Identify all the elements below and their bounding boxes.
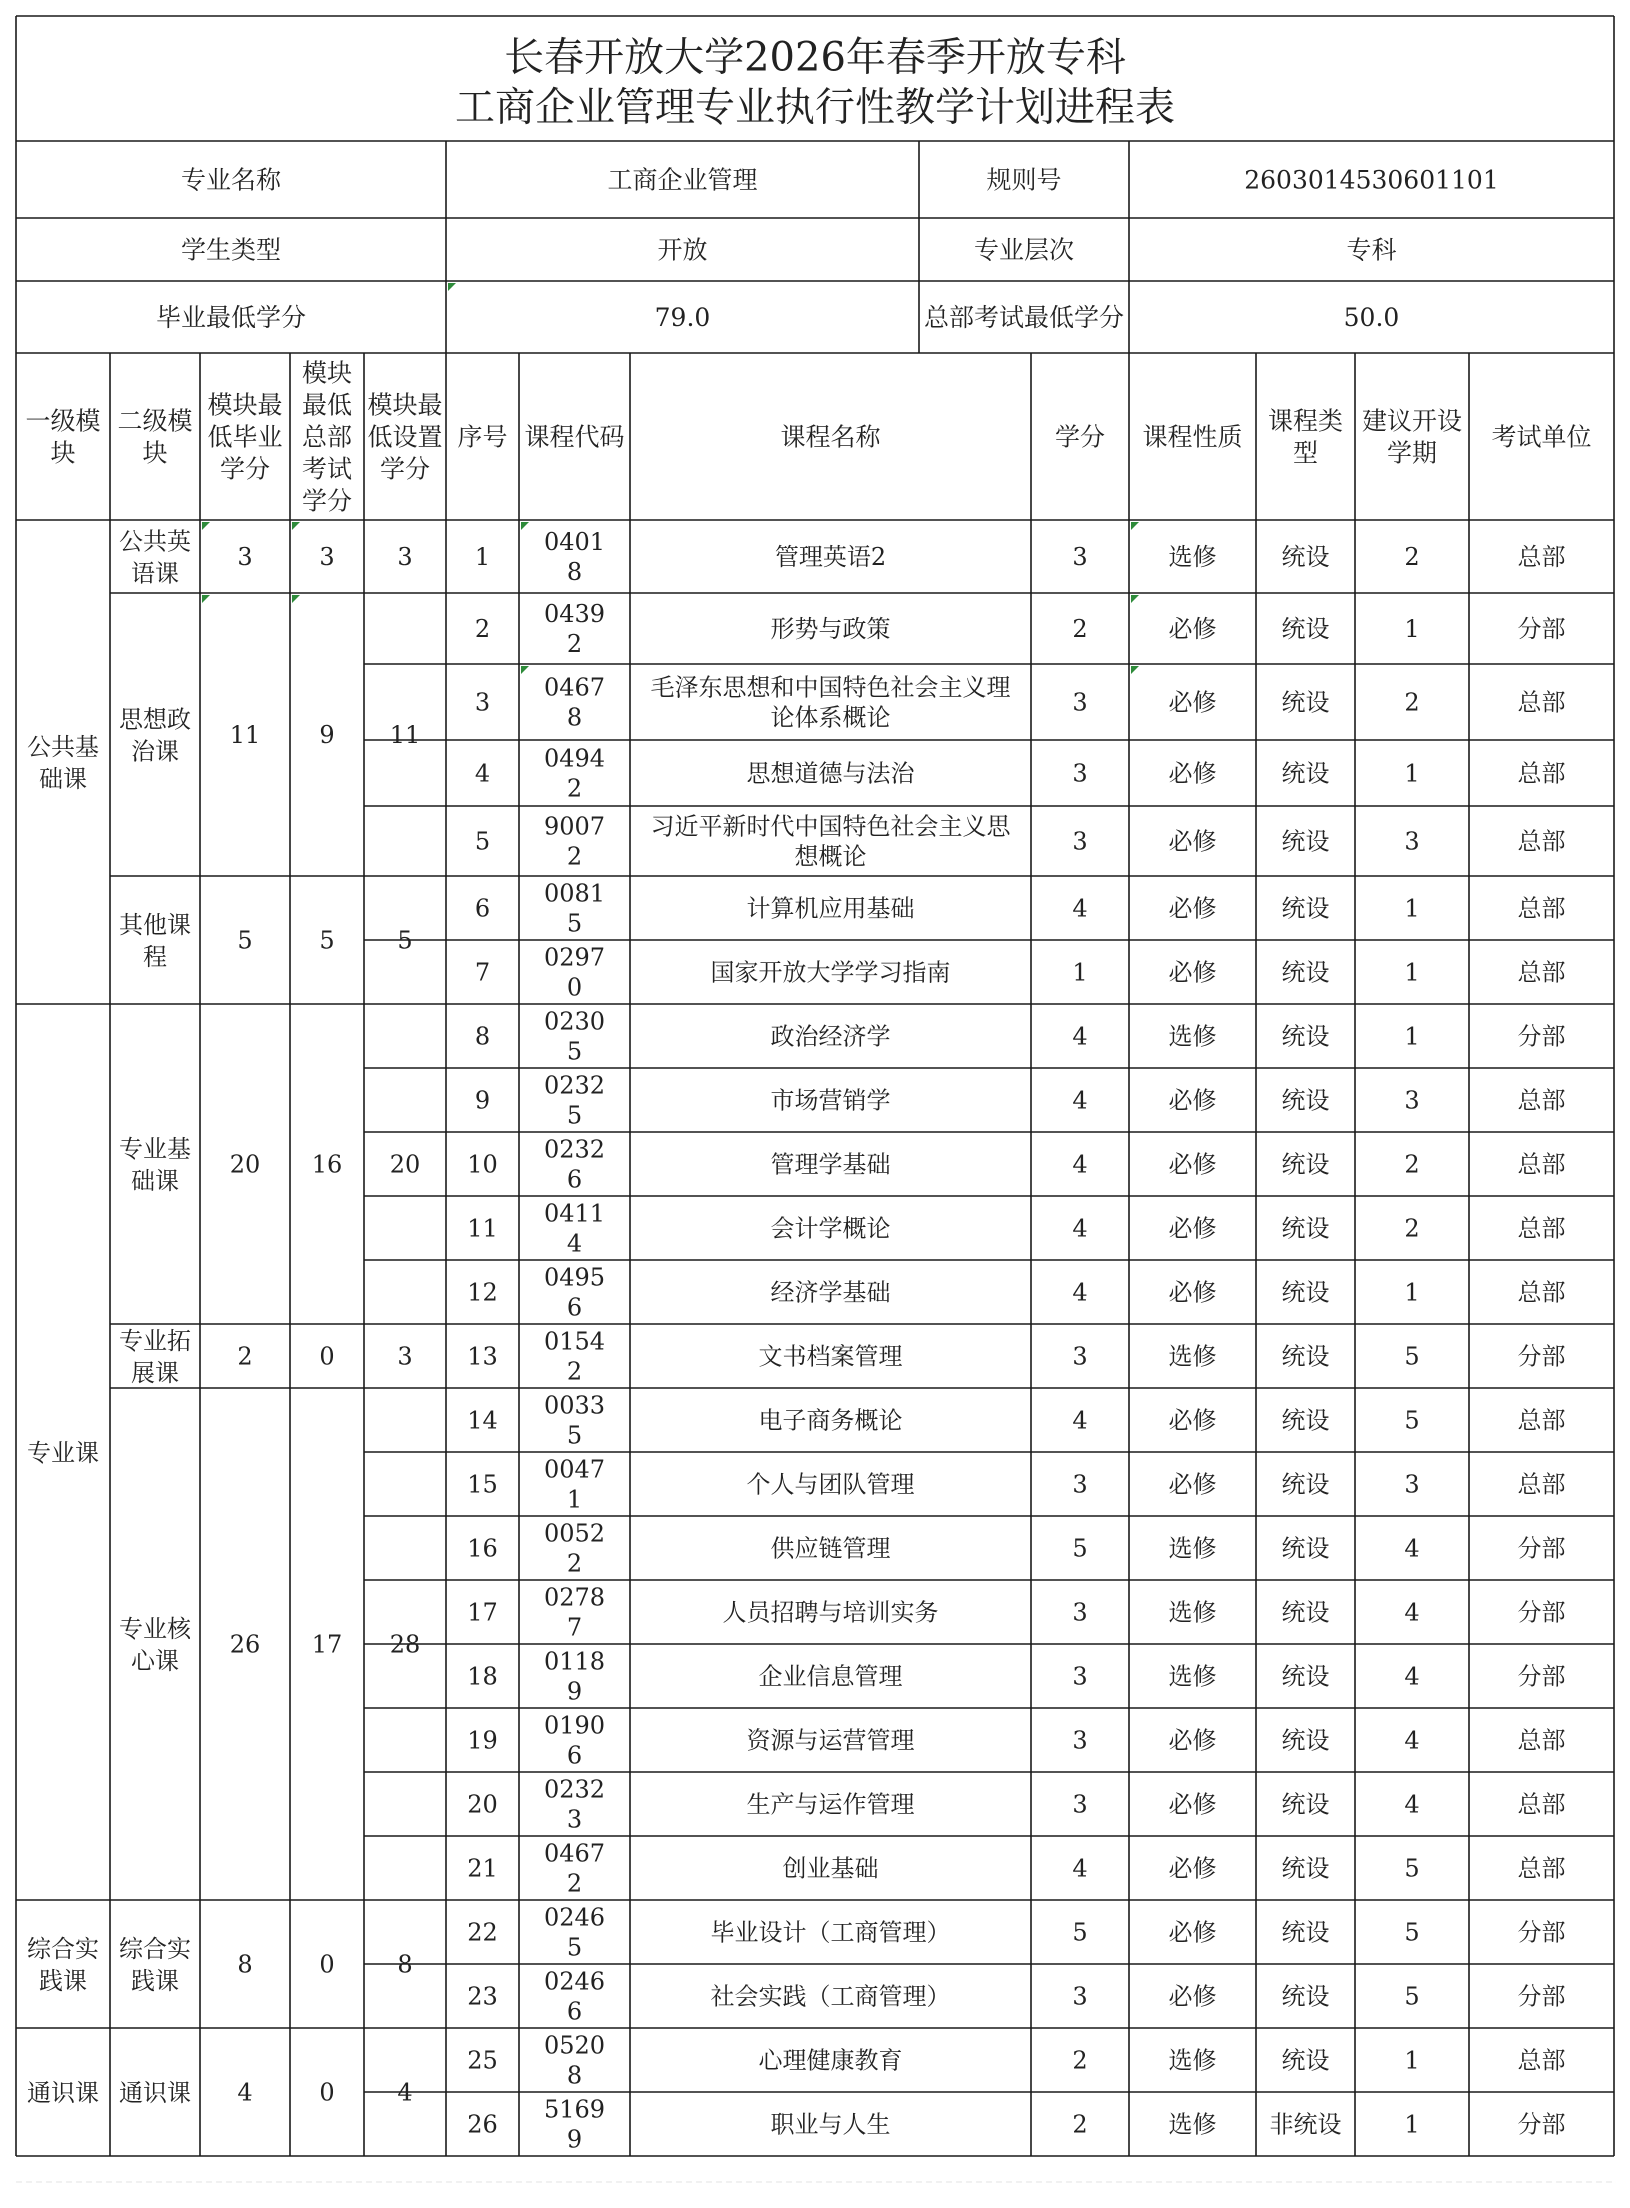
course-seq: 1 — [474, 543, 491, 572]
module-min-grad-credit: 3 — [237, 543, 253, 572]
course-seq: 3 — [474, 688, 491, 717]
level1-module-4: 通识课 — [27, 2079, 99, 2107]
course-exam: 分部 — [1517, 1982, 1566, 2011]
hq-min-value: 50.0 — [1343, 303, 1400, 332]
course-type: 统设 — [1281, 615, 1330, 644]
course-code: 0467 8 — [543, 673, 606, 732]
major-value: 工商企业管理 — [607, 165, 758, 195]
level2-module-1: 公共英语课 — [119, 527, 191, 588]
level1-module-1: 公共基础课 — [27, 733, 99, 793]
course-type: 统设 — [1281, 1214, 1330, 1243]
course-credit: 5 — [1072, 1918, 1088, 1947]
level2-module-2: 思想政治课 — [119, 705, 191, 766]
course-term: 2 — [1404, 1150, 1420, 1179]
course-code: 0439 2 — [543, 600, 606, 659]
module-min-set-credit: 5 — [397, 926, 413, 955]
comment-marker — [521, 522, 529, 530]
course-name: 供应链管理 — [770, 1534, 891, 1563]
module-min-grad-credit: 20 — [229, 1150, 261, 1179]
course-code: 0401 8 — [543, 528, 606, 587]
course-exam: 总部 — [1517, 2046, 1566, 2075]
header-mod-min-grad: 模块最低毕业学分 — [207, 390, 283, 484]
course-exam: 分部 — [1517, 1662, 1566, 1691]
header-credit: 学分 — [1054, 422, 1106, 452]
course-type: 统设 — [1281, 1534, 1330, 1563]
level2-module-6: 专业核心课 — [119, 1615, 191, 1675]
comment-marker — [521, 666, 529, 674]
course-term: 1 — [1404, 759, 1420, 788]
course-seq: 13 — [467, 1342, 498, 1371]
level1-module-2: 专业课 — [27, 1439, 99, 1467]
comment-marker — [1131, 522, 1139, 530]
course-code: 0495 6 — [543, 1263, 606, 1322]
course-credit: 3 — [1072, 759, 1088, 788]
header-seq: 序号 — [457, 422, 508, 452]
course-type: 统设 — [1281, 1342, 1330, 1371]
course-code: 0118 9 — [543, 1647, 606, 1706]
course-exam: 总部 — [1517, 759, 1566, 788]
module-min-grad-credit: 8 — [237, 1950, 253, 1979]
course-exam: 总部 — [1517, 1406, 1566, 1435]
course-seq: 5 — [474, 827, 491, 856]
course-name: 形势与政策 — [770, 615, 891, 644]
course-type: 统设 — [1281, 1662, 1330, 1691]
course-name: 创业基础 — [782, 1854, 879, 1883]
course-seq: 17 — [467, 1598, 498, 1627]
course-seq: 16 — [467, 1534, 498, 1563]
course-nature: 选修 — [1168, 1534, 1217, 1563]
course-credit: 3 — [1072, 1790, 1088, 1819]
course-nature: 必修 — [1168, 1790, 1217, 1819]
course-name: 管理学基础 — [770, 1150, 891, 1179]
course-name: 习近平新时代中国特色社会主义思想概论 — [650, 812, 1011, 871]
course-code: 0411 4 — [543, 1199, 606, 1258]
course-code: 0232 3 — [543, 1775, 606, 1834]
student-type-label: 学生类型 — [180, 235, 282, 265]
course-name: 政治经济学 — [770, 1022, 891, 1051]
course-term: 5 — [1404, 1406, 1420, 1435]
course-credit: 2 — [1072, 615, 1088, 644]
level2-module-7: 综合实践课 — [119, 1935, 191, 1995]
header-module2: 二级模块 — [117, 406, 193, 468]
min-credit-value: 79.0 — [654, 303, 711, 332]
course-term: 3 — [1404, 1086, 1420, 1115]
header-term: 建议开设学期 — [1361, 406, 1463, 468]
course-exam: 总部 — [1517, 1214, 1566, 1243]
course-type: 统设 — [1281, 1406, 1330, 1435]
course-name: 经济学基础 — [770, 1278, 891, 1307]
course-seq: 12 — [467, 1278, 498, 1307]
course-nature: 必修 — [1168, 1086, 1217, 1115]
course-nature: 选修 — [1168, 1022, 1217, 1051]
module-min-grad-credit: 5 — [237, 926, 253, 955]
level2-module-5: 专业拓展课 — [119, 1327, 191, 1387]
course-code: 0081 5 — [543, 879, 606, 938]
hq-min-label: 总部考试最低学分 — [923, 303, 1125, 332]
course-seq: 23 — [467, 1982, 498, 2011]
course-seq: 26 — [467, 2110, 498, 2139]
comment-marker — [448, 283, 456, 291]
course-type: 统设 — [1281, 759, 1330, 788]
course-term: 5 — [1404, 1854, 1420, 1883]
course-seq: 4 — [474, 759, 491, 788]
header-mod-min-set: 模块最低设置学分 — [367, 390, 443, 484]
course-credit: 5 — [1072, 1534, 1088, 1563]
course-nature: 选修 — [1168, 1662, 1217, 1691]
comment-marker — [292, 595, 300, 603]
module-min-hq-credit: 0 — [319, 1342, 335, 1371]
course-nature: 必修 — [1168, 1854, 1217, 1883]
course-exam: 总部 — [1517, 1470, 1566, 1499]
course-seq: 25 — [467, 2046, 498, 2075]
course-code: 0052 2 — [543, 1519, 606, 1578]
course-type: 非统设 — [1269, 2110, 1342, 2139]
course-term: 1 — [1404, 2046, 1420, 2075]
course-credit: 4 — [1072, 1150, 1088, 1179]
course-name: 人员招聘与培训实务 — [722, 1598, 939, 1627]
course-credit: 4 — [1072, 1854, 1088, 1883]
module-min-grad-credit: 2 — [237, 1342, 253, 1371]
course-name: 毕业设计（工商管理） — [710, 1918, 951, 1947]
course-credit: 4 — [1072, 1406, 1088, 1435]
course-nature: 选修 — [1168, 2110, 1217, 2139]
course-credit: 3 — [1072, 1470, 1088, 1499]
comment-marker — [202, 522, 210, 530]
course-exam: 分部 — [1517, 1918, 1566, 1947]
level2-module-3: 其他课程 — [119, 911, 191, 971]
course-type: 统设 — [1281, 1790, 1330, 1819]
module-min-set-credit: 28 — [389, 1630, 421, 1659]
page-title-line2: 工商企业管理专业执行性教学计划进程表 — [455, 84, 1175, 131]
course-exam: 总部 — [1517, 688, 1566, 717]
header-mod-min-hq: 模块最低总部考试学分 — [301, 358, 353, 516]
course-name: 计算机应用基础 — [746, 894, 915, 923]
course-type: 统设 — [1281, 1022, 1330, 1051]
course-term: 1 — [1404, 2110, 1420, 2139]
module-min-set-credit: 3 — [397, 1342, 413, 1371]
course-term: 1 — [1404, 615, 1420, 644]
module-min-grad-credit: 11 — [229, 721, 261, 750]
level2-module-4: 专业基础课 — [119, 1135, 191, 1195]
course-exam: 总部 — [1517, 1278, 1566, 1307]
course-code: 9007 2 — [543, 812, 606, 871]
course-exam: 分部 — [1517, 615, 1566, 644]
course-seq: 14 — [467, 1406, 498, 1435]
course-nature: 必修 — [1168, 1982, 1217, 2011]
course-type: 统设 — [1281, 543, 1330, 572]
course-nature: 必修 — [1168, 1214, 1217, 1243]
course-exam: 总部 — [1517, 958, 1566, 987]
course-exam: 总部 — [1517, 1150, 1566, 1179]
course-credit: 4 — [1072, 1214, 1088, 1243]
module-min-set-credit: 20 — [389, 1150, 421, 1179]
course-type: 统设 — [1281, 1150, 1330, 1179]
course-term: 3 — [1404, 1470, 1420, 1499]
course-nature: 必修 — [1168, 759, 1217, 788]
course-seq: 21 — [467, 1854, 498, 1883]
level2-module-8: 通识课 — [119, 2079, 191, 2107]
module-min-grad-credit: 26 — [229, 1630, 261, 1659]
course-exam: 总部 — [1517, 1854, 1566, 1883]
course-type: 统设 — [1281, 894, 1330, 923]
header-module1: 一级模块 — [25, 406, 101, 468]
course-nature: 选修 — [1168, 1598, 1217, 1627]
comment-marker — [1131, 666, 1139, 674]
course-code: 0278 7 — [543, 1583, 606, 1642]
course-nature: 选修 — [1168, 543, 1217, 572]
course-code: 0246 6 — [543, 1967, 606, 2026]
course-term: 1 — [1404, 958, 1420, 987]
course-term: 1 — [1404, 894, 1420, 923]
course-code: 0494 2 — [543, 744, 606, 803]
module-min-hq-credit: 3 — [319, 543, 335, 572]
course-code: 0232 5 — [543, 1071, 606, 1130]
course-term: 4 — [1404, 1598, 1420, 1627]
module-min-grad-credit: 4 — [237, 2078, 253, 2107]
header-nature: 课程性质 — [1142, 422, 1243, 452]
course-term: 3 — [1404, 827, 1420, 856]
course-type: 统设 — [1281, 1086, 1330, 1115]
module-min-hq-credit: 0 — [319, 1950, 335, 1979]
course-nature: 必修 — [1168, 1150, 1217, 1179]
header-type: 课程类型 — [1267, 406, 1344, 468]
course-code: 0246 5 — [543, 1903, 606, 1962]
course-exam: 总部 — [1517, 894, 1566, 923]
level1-module-3: 综合实践课 — [27, 1935, 99, 1995]
header-exam: 考试单位 — [1491, 422, 1592, 452]
course-exam: 分部 — [1517, 1022, 1566, 1051]
course-term: 4 — [1404, 1662, 1420, 1691]
course-nature: 必修 — [1168, 1918, 1217, 1947]
course-seq: 2 — [474, 615, 491, 644]
course-term: 4 — [1404, 1790, 1420, 1819]
course-term: 5 — [1404, 1918, 1420, 1947]
course-name: 职业与人生 — [770, 2110, 891, 2139]
course-type: 统设 — [1281, 1470, 1330, 1499]
course-seq: 8 — [474, 1022, 491, 1051]
course-seq: 19 — [467, 1726, 498, 1755]
course-credit: 3 — [1072, 1662, 1088, 1691]
course-credit: 4 — [1072, 1086, 1088, 1115]
course-code: 0297 0 — [543, 943, 606, 1002]
course-name: 生产与运作管理 — [746, 1790, 915, 1819]
module-min-hq-credit: 5 — [319, 926, 335, 955]
course-type: 统设 — [1281, 1278, 1330, 1307]
course-name: 国家开放大学学习指南 — [710, 958, 951, 987]
course-credit: 3 — [1072, 1726, 1088, 1755]
course-nature: 必修 — [1168, 1406, 1217, 1435]
header-name: 课程名称 — [780, 422, 881, 452]
course-type: 统设 — [1281, 1982, 1330, 2011]
course-code: 0232 6 — [543, 1135, 606, 1194]
course-exam: 总部 — [1517, 543, 1566, 572]
module-min-hq-credit: 9 — [319, 721, 335, 750]
course-name: 毛泽东思想和中国特色社会主义理论体系概论 — [650, 673, 1011, 732]
module-min-set-credit: 11 — [389, 721, 421, 750]
course-term: 2 — [1404, 1214, 1420, 1243]
course-type: 统设 — [1281, 1726, 1330, 1755]
student-type-value: 开放 — [657, 235, 708, 265]
level-label: 专业层次 — [973, 235, 1075, 265]
course-seq: 7 — [474, 958, 491, 987]
course-exam: 分部 — [1517, 1598, 1566, 1627]
course-type: 统设 — [1281, 1918, 1330, 1947]
course-nature: 必修 — [1168, 688, 1217, 717]
course-term: 4 — [1404, 1534, 1420, 1563]
course-type: 统设 — [1281, 958, 1330, 987]
course-code: 0520 8 — [543, 2031, 606, 2090]
course-type: 统设 — [1281, 1854, 1330, 1883]
course-credit: 4 — [1072, 1278, 1088, 1307]
course-type: 统设 — [1281, 2046, 1330, 2075]
course-code: 0190 6 — [543, 1711, 606, 1770]
course-name: 文书档案管理 — [758, 1342, 903, 1371]
course-credit: 1 — [1072, 958, 1088, 987]
course-term: 2 — [1404, 543, 1420, 572]
course-credit: 2 — [1072, 2110, 1088, 2139]
course-seq: 11 — [467, 1214, 498, 1243]
course-exam: 总部 — [1517, 1086, 1566, 1115]
course-nature: 必修 — [1168, 1278, 1217, 1307]
course-credit: 3 — [1072, 543, 1088, 572]
level-value: 专科 — [1346, 235, 1397, 265]
module-min-hq-credit: 16 — [311, 1150, 343, 1179]
course-code: 0230 5 — [543, 1007, 606, 1066]
course-nature: 选修 — [1168, 2046, 1217, 2075]
course-name: 思想道德与法治 — [746, 759, 915, 788]
course-exam: 总部 — [1517, 827, 1566, 856]
course-type: 统设 — [1281, 1598, 1330, 1627]
course-type: 统设 — [1281, 827, 1330, 856]
course-name: 个人与团队管理 — [746, 1470, 915, 1499]
course-name: 电子商务概论 — [758, 1406, 903, 1435]
course-code: 5169 9 — [543, 2095, 606, 2154]
comment-marker — [292, 522, 300, 530]
header-code: 课程代码 — [524, 422, 625, 452]
module-min-hq-credit: 17 — [311, 1630, 343, 1659]
course-seq: 9 — [474, 1086, 491, 1115]
min-credit-label: 毕业最低学分 — [155, 303, 307, 332]
module-min-set-credit: 4 — [397, 2078, 413, 2107]
course-exam: 分部 — [1517, 1534, 1566, 1563]
course-term: 5 — [1404, 1982, 1420, 2011]
course-seq: 18 — [467, 1662, 498, 1691]
course-type: 统设 — [1281, 688, 1330, 717]
course-credit: 4 — [1072, 894, 1088, 923]
module-min-set-credit: 8 — [397, 1950, 413, 1979]
course-seq: 6 — [474, 894, 491, 923]
course-name: 企业信息管理 — [758, 1662, 903, 1691]
course-nature: 必修 — [1168, 1470, 1217, 1499]
comment-marker — [1131, 595, 1139, 603]
course-code: 0033 5 — [543, 1391, 606, 1450]
course-credit: 3 — [1072, 827, 1088, 856]
course-credit: 3 — [1072, 1598, 1088, 1627]
course-term: 5 — [1404, 1342, 1420, 1371]
course-exam: 分部 — [1517, 1342, 1566, 1371]
course-code: 0467 2 — [543, 1839, 606, 1898]
course-seq: 20 — [467, 1790, 498, 1819]
course-credit: 3 — [1072, 1342, 1088, 1371]
module-min-set-credit: 3 — [397, 543, 413, 572]
course-name: 社会实践（工商管理） — [710, 1982, 951, 2011]
course-seq: 15 — [467, 1470, 498, 1499]
course-code: 0154 2 — [543, 1327, 606, 1386]
course-exam: 总部 — [1517, 1790, 1566, 1819]
course-name: 资源与运营管理 — [746, 1726, 915, 1755]
course-nature: 必修 — [1168, 1726, 1217, 1755]
course-name: 管理英语2 — [774, 543, 887, 572]
course-code: 0047 1 — [543, 1455, 606, 1514]
course-nature: 选修 — [1168, 1342, 1217, 1371]
course-nature: 必修 — [1168, 615, 1217, 644]
course-term: 1 — [1404, 1022, 1420, 1051]
course-term: 1 — [1404, 1278, 1420, 1307]
course-nature: 必修 — [1168, 958, 1217, 987]
module-min-hq-credit: 0 — [319, 2078, 335, 2107]
course-exam: 总部 — [1517, 1726, 1566, 1755]
course-credit: 3 — [1072, 1982, 1088, 2011]
course-credit: 3 — [1072, 688, 1088, 717]
course-name: 心理健康教育 — [758, 2046, 903, 2075]
course-name: 市场营销学 — [770, 1086, 891, 1115]
course-seq: 22 — [467, 1918, 498, 1947]
course-seq: 10 — [467, 1150, 498, 1179]
course-credit: 2 — [1072, 2046, 1088, 2075]
course-term: 4 — [1404, 1726, 1420, 1755]
course-nature: 必修 — [1168, 894, 1217, 923]
course-nature: 必修 — [1168, 827, 1217, 856]
course-exam: 分部 — [1517, 2110, 1566, 2139]
rule-value: 2603014530601101 — [1244, 165, 1499, 195]
course-term: 2 — [1404, 688, 1420, 717]
major-label: 专业名称 — [180, 165, 282, 195]
page-title-line1: 长春开放大学2026年春季开放专科 — [504, 34, 1126, 81]
course-credit: 4 — [1072, 1022, 1088, 1051]
rule-label: 规则号 — [986, 165, 1062, 195]
comment-marker — [202, 595, 210, 603]
course-name: 会计学概论 — [770, 1214, 891, 1243]
